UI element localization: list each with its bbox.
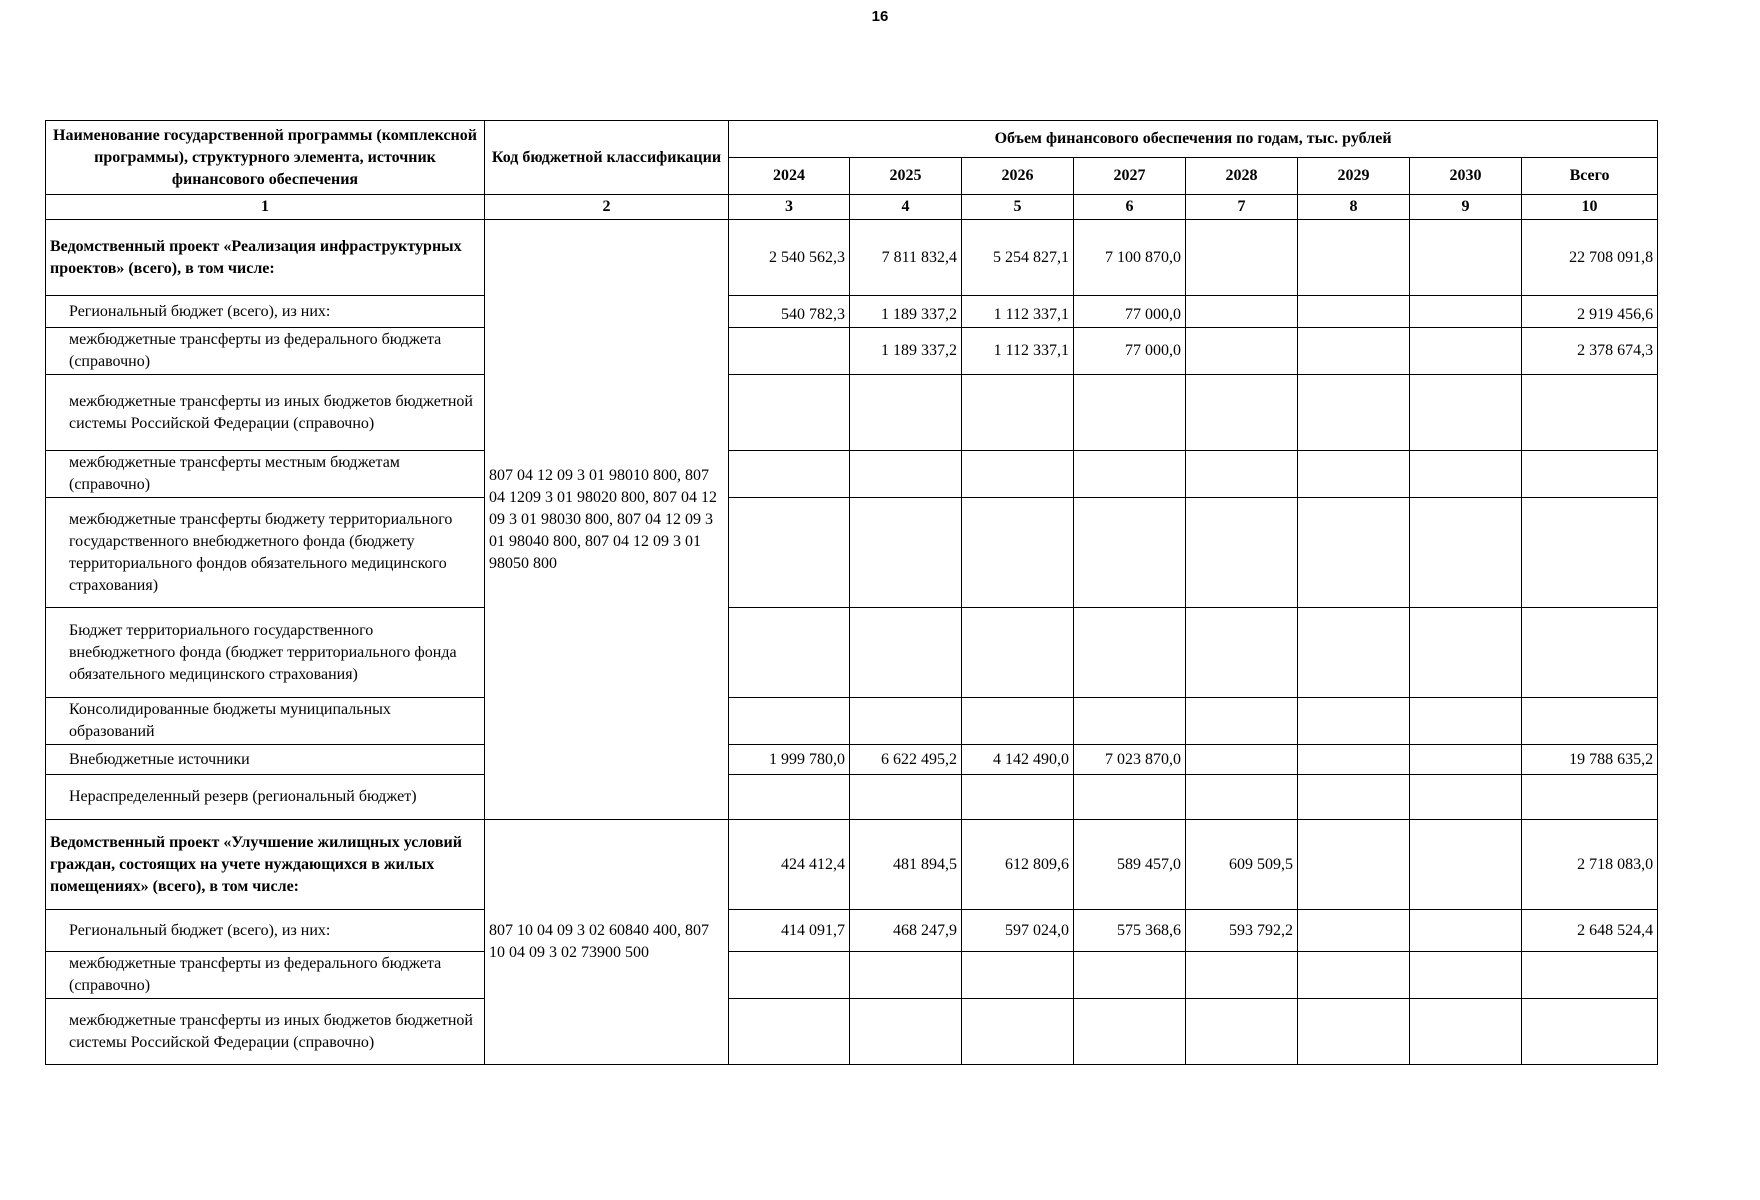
value-cell (1410, 698, 1522, 745)
value-cell (1186, 698, 1298, 745)
project-row (46, 820, 1658, 910)
value-cell (729, 375, 850, 451)
value-cell (1074, 698, 1186, 745)
value-cell: 481 894,5 (850, 820, 962, 910)
value-cell (729, 328, 850, 375)
value-cell (1298, 498, 1410, 608)
table-row (46, 745, 1658, 775)
header-year: 2026 (962, 158, 1074, 195)
column-number: 5 (962, 195, 1074, 220)
value-cell (1186, 952, 1298, 999)
project-row (46, 220, 1658, 296)
value-cell: 540 782,3 (729, 296, 850, 328)
value-cell (1410, 375, 1522, 451)
value-cell: 1 189 337,2 (850, 296, 962, 328)
header-total: Всего (1522, 158, 1658, 195)
value-cell (1410, 910, 1522, 952)
table-row (46, 328, 1658, 375)
value-cell: 7 023 870,0 (1074, 745, 1186, 775)
value-cell: 1 999 780,0 (729, 745, 850, 775)
value-cell (1298, 296, 1410, 328)
value-cell (1186, 999, 1298, 1065)
total-cell (1522, 451, 1658, 498)
header-volume: Объем финансового обеспечения по годам, тыс. рублей (729, 121, 1658, 158)
financing-table (45, 120, 1658, 1065)
value-cell (729, 775, 850, 820)
column-number: 6 (1074, 195, 1186, 220)
budget-code: 807 04 12 09 3 01 98010 800, 807 04 1209 3 01 98020 800, 807 04 12 09 3 01 98030 800, 807 04 12 09 3 01 98040 800, 807 04 12 09 3 01 98050 800 (485, 220, 729, 820)
value-cell: 593 792,2 (1186, 910, 1298, 952)
table-row (46, 498, 1658, 608)
page-number: 16 (871, 8, 889, 25)
value-cell (729, 498, 850, 608)
table-row (46, 375, 1658, 451)
project-name: Ведомственный проект «Улучшение жилищных условий граждан, состоящих на учете нуждающихся в жилых помещениях» (всего), в том числе: (46, 820, 485, 910)
total-cell: 22 708 091,8 (1522, 220, 1658, 296)
value-cell (850, 451, 962, 498)
table-row (46, 608, 1658, 698)
value-cell (1298, 698, 1410, 745)
header-year: 2025 (850, 158, 962, 195)
value-cell (1298, 952, 1410, 999)
value-cell (1410, 820, 1522, 910)
project-name: Ведомственный проект «Реализация инфраструктурных проектов» (всего), в том числе: (46, 220, 485, 296)
value-cell: 4 142 490,0 (962, 745, 1074, 775)
value-cell: 1 112 337,1 (962, 328, 1074, 375)
value-cell (1410, 498, 1522, 608)
value-cell (962, 375, 1074, 451)
row-name: Бюджет территориального государственного внебюджетного фонда (бюджет территориального фонда обязательного медицинского страхования) (46, 608, 485, 698)
table-row (46, 999, 1658, 1065)
value-cell (1298, 328, 1410, 375)
row-name: межбюджетные трансферты из иных бюджетов бюджетной системы Российской Федерации (справочно) (46, 999, 485, 1065)
value-cell (1410, 451, 1522, 498)
value-cell (729, 952, 850, 999)
value-cell (1298, 775, 1410, 820)
header-year: 2029 (1298, 158, 1410, 195)
header-year: 2024 (729, 158, 850, 195)
value-cell (1410, 745, 1522, 775)
column-number: 10 (1522, 195, 1658, 220)
row-name: Региональный бюджет (всего), из них: (46, 910, 485, 952)
table-row (46, 698, 1658, 745)
table-row (46, 910, 1658, 952)
value-cell (1410, 328, 1522, 375)
value-cell: 2 540 562,3 (729, 220, 850, 296)
column-number: 9 (1410, 195, 1522, 220)
value-cell: 1 112 337,1 (962, 296, 1074, 328)
total-cell: 19 788 635,2 (1522, 745, 1658, 775)
value-cell (850, 498, 962, 608)
value-cell (1074, 775, 1186, 820)
value-cell (1410, 608, 1522, 698)
value-cell (850, 608, 962, 698)
total-cell: 2 378 674,3 (1522, 328, 1658, 375)
value-cell (962, 451, 1074, 498)
value-cell: 424 412,4 (729, 820, 850, 910)
value-cell (1186, 451, 1298, 498)
row-name: Нераспределенный резерв (региональный бюджет) (46, 775, 485, 820)
total-cell (1522, 952, 1658, 999)
value-cell (1410, 952, 1522, 999)
value-cell (1298, 608, 1410, 698)
value-cell: 468 247,9 (850, 910, 962, 952)
value-cell: 7 100 870,0 (1074, 220, 1186, 296)
row-name: межбюджетные трансферты местным бюджетам (справочно) (46, 451, 485, 498)
value-cell (1298, 745, 1410, 775)
value-cell (729, 608, 850, 698)
value-cell (1186, 775, 1298, 820)
row-name: Региональный бюджет (всего), из них: (46, 296, 485, 328)
value-cell (850, 375, 962, 451)
value-cell (1186, 220, 1298, 296)
header-year: 2028 (1186, 158, 1298, 195)
value-cell (729, 451, 850, 498)
value-cell: 612 809,6 (962, 820, 1074, 910)
value-cell (729, 698, 850, 745)
row-name: межбюджетные трансферты из федерального бюджета (справочно) (46, 328, 485, 375)
value-cell (1410, 220, 1522, 296)
total-cell: 2 718 083,0 (1522, 820, 1658, 910)
table-row (46, 296, 1658, 328)
header-row (46, 121, 1658, 158)
value-cell (962, 698, 1074, 745)
value-cell (1074, 608, 1186, 698)
value-cell (1186, 498, 1298, 608)
value-cell (1298, 910, 1410, 952)
value-cell (962, 608, 1074, 698)
value-cell: 6 622 495,2 (850, 745, 962, 775)
total-cell: 2 919 456,6 (1522, 296, 1658, 328)
value-cell: 575 368,6 (1074, 910, 1186, 952)
table-row (46, 952, 1658, 999)
header-code: Код бюджетной классификации (485, 121, 729, 195)
value-cell: 7 811 832,4 (850, 220, 962, 296)
value-cell (1186, 328, 1298, 375)
value-cell (1410, 999, 1522, 1065)
value-cell (1074, 999, 1186, 1065)
row-name: Внебюджетные источники (46, 745, 485, 775)
value-cell (1186, 296, 1298, 328)
value-cell (1298, 451, 1410, 498)
total-cell (1522, 498, 1658, 608)
value-cell (962, 999, 1074, 1065)
column-number: 7 (1186, 195, 1298, 220)
value-cell: 77 000,0 (1074, 296, 1186, 328)
value-cell (1074, 952, 1186, 999)
value-cell (850, 775, 962, 820)
total-cell (1522, 775, 1658, 820)
row-name: межбюджетные трансферты из федерального бюджета (справочно) (46, 952, 485, 999)
value-cell (1298, 220, 1410, 296)
value-cell: 597 024,0 (962, 910, 1074, 952)
value-cell (729, 999, 850, 1065)
value-cell: 414 091,7 (729, 910, 850, 952)
header-name: Наименование государственной программы (комплексной программы), структурного элемента, источник финансового обеспечения (46, 121, 485, 195)
column-number: 8 (1298, 195, 1410, 220)
value-cell: 77 000,0 (1074, 328, 1186, 375)
column-numbers-row (46, 195, 1658, 220)
table-row (46, 775, 1658, 820)
budget-code: 807 10 04 09 3 02 60840 400, 807 10 04 09 3 02 73900 500 (485, 820, 729, 1065)
total-cell (1522, 375, 1658, 451)
column-number: 3 (729, 195, 850, 220)
value-cell (850, 999, 962, 1065)
value-cell (962, 775, 1074, 820)
value-cell (1074, 451, 1186, 498)
value-cell (1186, 608, 1298, 698)
table-row (46, 451, 1658, 498)
value-cell (1298, 999, 1410, 1065)
value-cell (850, 698, 962, 745)
value-cell (1410, 296, 1522, 328)
value-cell (962, 952, 1074, 999)
column-number: 1 (46, 195, 485, 220)
total-cell: 2 648 524,4 (1522, 910, 1658, 952)
value-cell (1074, 498, 1186, 608)
header-year: 2027 (1074, 158, 1186, 195)
value-cell: 5 254 827,1 (962, 220, 1074, 296)
column-number: 2 (485, 195, 729, 220)
value-cell: 589 457,0 (1074, 820, 1186, 910)
header-year: 2030 (1410, 158, 1522, 195)
value-cell: 609 509,5 (1186, 820, 1298, 910)
value-cell (1298, 820, 1410, 910)
total-cell (1522, 608, 1658, 698)
value-cell (1074, 375, 1186, 451)
value-cell: 1 189 337,2 (850, 328, 962, 375)
column-number: 4 (850, 195, 962, 220)
total-cell (1522, 698, 1658, 745)
value-cell (962, 498, 1074, 608)
value-cell (1298, 375, 1410, 451)
value-cell (1186, 745, 1298, 775)
row-name: межбюджетные трансферты бюджету территориального государственного внебюджетного фонда (бюджету территориального фондов обязательного медицинского страхования) (46, 498, 485, 608)
total-cell (1522, 999, 1658, 1065)
value-cell (1186, 375, 1298, 451)
value-cell (850, 952, 962, 999)
row-name: Консолидированные бюджеты муниципальных образований (46, 698, 485, 745)
row-name: межбюджетные трансферты из иных бюджетов бюджетной системы Российской Федерации (справочно) (46, 375, 485, 451)
value-cell (1410, 775, 1522, 820)
